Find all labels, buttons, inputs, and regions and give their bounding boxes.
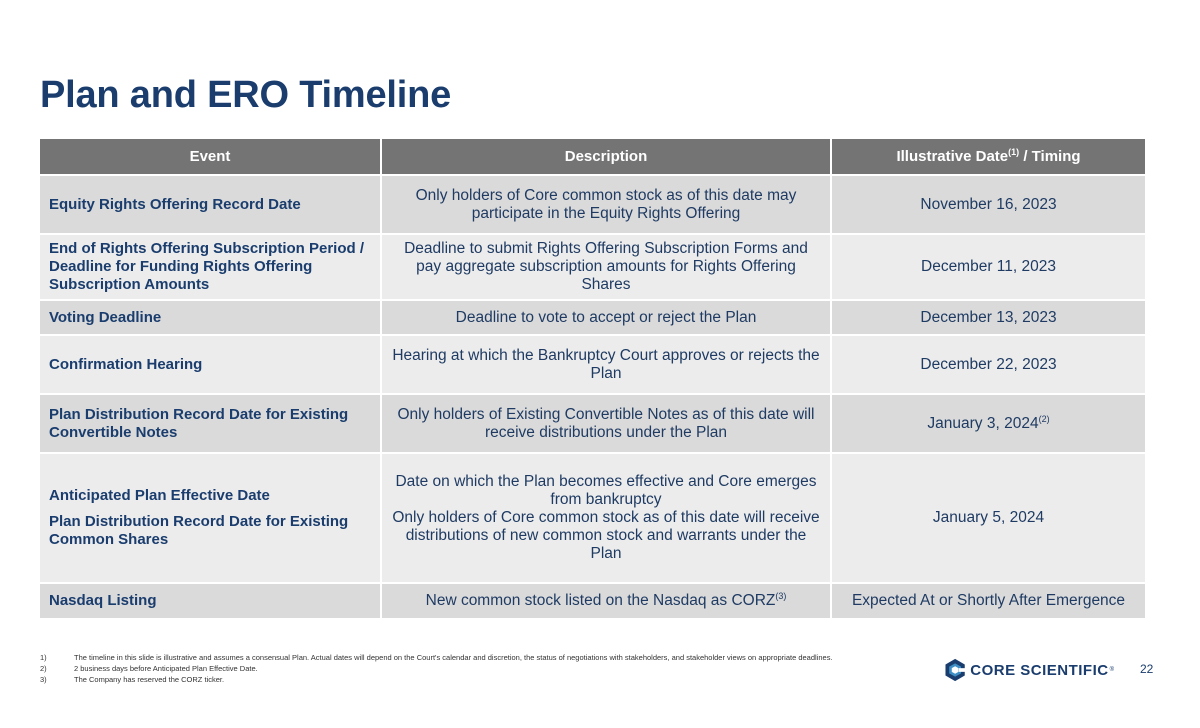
description-footnote-ref: (3) [775, 591, 787, 601]
footnote-text: 2 business days before Anticipated Plan Effective Date. [74, 664, 258, 673]
footnote-number: 2) [40, 664, 47, 673]
footnote-text: The timeline in this slide is illustrative and assumes a consensual Plan. Actual dates will depend on the Court's calendar and discretion, the status of negotiations with stakeholders, and stakeholder views on appropriate deadlines. [74, 653, 833, 662]
date-cell: December 13, 2023 [831, 300, 1145, 335]
description-cell: Only holders of Existing Convertible Notes as of this date will receive distributions under the Plan [381, 394, 831, 453]
header-event: Event [40, 139, 381, 175]
table-row [40, 453, 1145, 583]
event-cell: Nasdaq Listing [40, 583, 381, 618]
event-cell [40, 453, 381, 583]
description-cell [381, 453, 831, 583]
table-row [40, 175, 1145, 234]
date-cell: December 22, 2023 [831, 335, 1145, 394]
event-cell: Plan Distribution Record Date for Existing Convertible Notes [40, 394, 381, 453]
footnote-text: The Company has reserved the CORZ ticker. [74, 675, 225, 684]
logo-wordmark: CORE SCIENTIFIC [970, 661, 1109, 679]
header-date-label: Illustrative Date [896, 148, 1009, 165]
date-cell: December 11, 2023 [831, 234, 1145, 300]
event-cell: End of Rights Offering Subscription Period / Deadline for Funding Rights Offering Subscription Amounts [40, 234, 381, 300]
core-scientific-logo [944, 654, 1114, 686]
footnote-number: 1) [40, 653, 47, 662]
description-cell: Deadline to submit Rights Offering Subscription Forms and pay aggregate subscription amounts for Rights Offering Shares [381, 234, 831, 300]
footnotes [40, 652, 920, 685]
event-cell: Voting Deadline [40, 300, 381, 335]
footnote [40, 663, 920, 674]
timeline-table [40, 139, 1145, 618]
date-cell: Expected At or Shortly After Emergence [831, 583, 1145, 618]
footnote [40, 674, 920, 685]
description-text: New common stock listed on the Nasdaq as CORZ [425, 592, 776, 609]
table-header-row [40, 139, 1145, 175]
table-row [40, 335, 1145, 394]
description-cell: Hearing at which the Bankruptcy Court approves or rejects the Plan [381, 335, 831, 394]
description-text: Date on which the Plan becomes effective and Core emerges from bankruptcy [395, 473, 817, 508]
event-gap [49, 505, 371, 513]
core-scientific-hexagon-icon [944, 654, 966, 686]
table-row [40, 234, 1145, 300]
date-cell: November 16, 2023 [831, 175, 1145, 234]
table-row [40, 394, 1145, 453]
description-cell: Only holders of Core common stock as of this date may participate in the Equity Rights Offering [381, 175, 831, 234]
date-text: January 3, 2024 [927, 414, 1039, 432]
logo-registered-mark: ® [1109, 667, 1114, 673]
description-cell: Deadline to vote to accept or reject the Plan [381, 300, 831, 335]
event-cell: Equity Rights Offering Record Date [40, 175, 381, 234]
table-row [40, 300, 1145, 335]
footnote [40, 652, 920, 663]
table-row [40, 583, 1145, 618]
date-cell: January 5, 2024 [831, 453, 1145, 583]
header-description: Description [381, 139, 831, 175]
event-cell: Confirmation Hearing [40, 335, 381, 394]
date-cell [831, 394, 1145, 453]
page-title: Plan and ERO Timeline [40, 74, 452, 116]
header-date-footnote-ref: (1) [1008, 147, 1020, 157]
header-date [831, 139, 1145, 175]
header-date-suffix: / Timing [1019, 148, 1081, 165]
event-text-secondary: Plan Distribution Record Date for Existing Common Shares [49, 513, 349, 548]
description-text-secondary: Only holders of Core common stock as of this date will receive distributions of new common stock and warrants under the Plan [392, 509, 820, 562]
footnote-number: 3) [40, 675, 47, 684]
description-cell [381, 583, 831, 618]
event-text: Anticipated Plan Effective Date [49, 487, 270, 504]
page-number: 22 [1140, 662, 1154, 676]
date-footnote-ref: (2) [1038, 413, 1050, 424]
